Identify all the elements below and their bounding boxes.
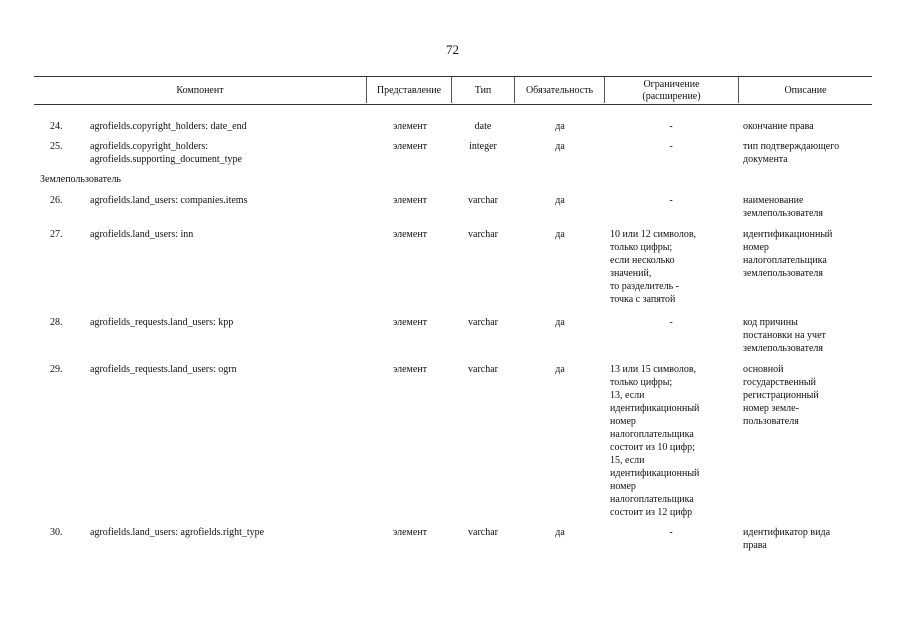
table-header-rule [34, 104, 872, 105]
row-description: окончание права [743, 121, 814, 132]
row-representation: элемент [392, 141, 428, 152]
row-description: тип подтверждающего документа [743, 141, 840, 165]
row-number: 25. [50, 141, 63, 152]
row-type: varchar [468, 527, 498, 538]
row-description: код причины постановки на учет землепользователя [743, 317, 826, 354]
row-limit: 10 или 12 символов, только цифры; если несколько значений, то разделитель - точка с запятой [610, 229, 697, 305]
row-number: 26. [50, 195, 63, 206]
row-limit: 13 или 15 символов, только цифры; 13, если идентификационный номер налогоплательщика состоит из 10 цифр; 15, если идентификационный номер налогоплательщика состоит из 12 цифр [610, 364, 700, 518]
row-type: integer [469, 141, 497, 152]
row-limit: - [669, 527, 673, 538]
header-description: Описание [784, 85, 827, 96]
table-top-rule [34, 76, 872, 77]
section-label: Землепользователь [40, 174, 121, 185]
row-limit: - [669, 141, 673, 152]
row-description: идентификационный номер налогоплательщика землепользователя [743, 229, 833, 279]
row-limit: - [669, 121, 673, 132]
row-representation: элемент [392, 195, 428, 206]
row-component: agrofields_requests.land_users: ogrn [90, 364, 237, 375]
row-type: date [474, 121, 492, 132]
row-limit: - [669, 195, 673, 206]
row-required: да [555, 317, 565, 328]
row-number: 30. [50, 527, 63, 538]
row-component: agrofields.land_users: inn [90, 229, 194, 240]
row-description: основной государственный регистрационный номер земле- пользователя [743, 364, 819, 427]
row-representation: элемент [392, 229, 428, 240]
row-limit: - [669, 317, 673, 328]
row-type: varchar [468, 229, 498, 240]
row-number: 27. [50, 229, 63, 240]
row-representation: элемент [392, 364, 428, 375]
row-component: agrofields_requests.land_users: kpp [90, 317, 234, 328]
row-number: 24. [50, 121, 63, 132]
row-required: да [555, 364, 565, 375]
row-type: varchar [468, 364, 498, 375]
row-component: agrofields.land_users: agrofields.right_type [90, 527, 265, 538]
page-number: 72 [446, 42, 459, 57]
header-limit-line1: Ограничение [643, 79, 700, 90]
header-required: Обязательность [525, 85, 594, 96]
row-component: agrofields.copyright_holders: date_end [90, 121, 247, 132]
row-type: varchar [468, 195, 498, 206]
row-description: наименование землепользователя [743, 195, 823, 219]
row-representation: элемент [392, 527, 428, 538]
row-description: идентификатор вида права [743, 527, 831, 551]
row-required: да [555, 141, 565, 152]
header-representation: Представление [376, 85, 442, 96]
row-component: agrofields.copyright_holders: agrofields.supporting_document_type [90, 141, 242, 165]
row-number: 29. [50, 364, 63, 375]
row-number: 28. [50, 317, 63, 328]
header-limit [605, 79, 738, 103]
row-required: да [555, 527, 565, 538]
row-required: да [555, 229, 565, 240]
header-limit-line2: (расширение) [642, 91, 701, 102]
header-component: Компонент [176, 85, 224, 96]
row-representation: элемент [392, 121, 428, 132]
row-required: да [555, 195, 565, 206]
row-type: varchar [468, 317, 498, 328]
header-type: Тип [474, 85, 492, 96]
row-representation: элемент [392, 317, 428, 328]
row-component: agrofields.land_users: companies.items [90, 195, 248, 206]
row-required: да [555, 121, 565, 132]
